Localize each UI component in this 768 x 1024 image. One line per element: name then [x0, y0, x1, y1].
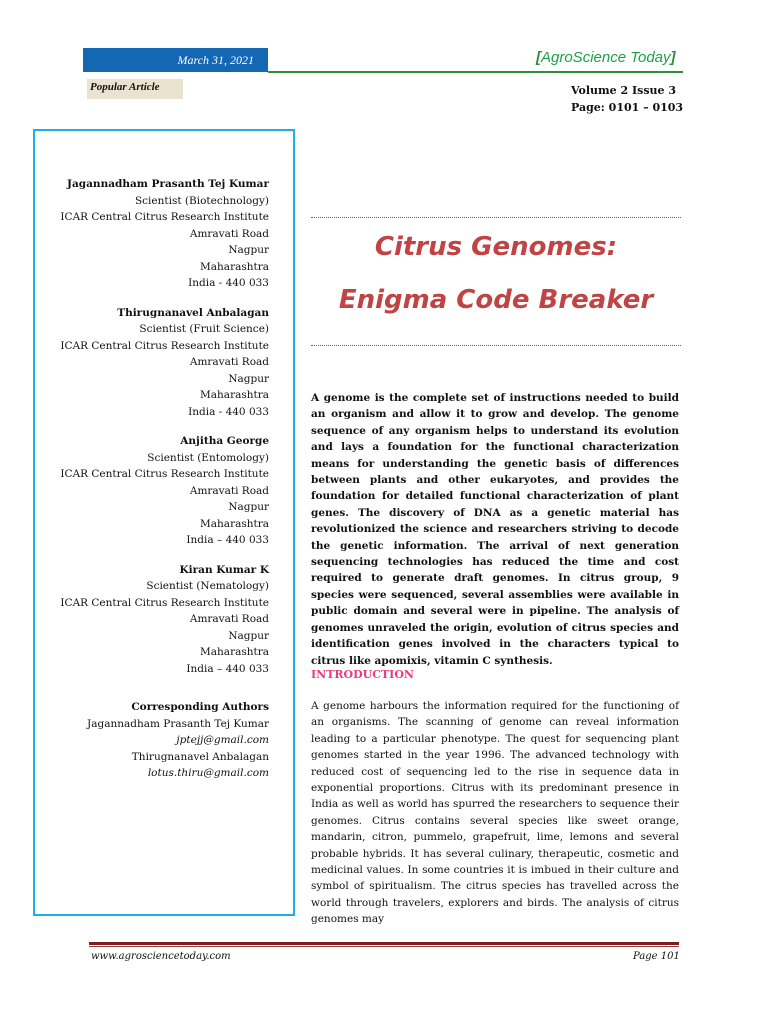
author-institute: ICAR Central Citrus Research Institute — [60, 596, 269, 609]
footer-page-number: Page 101 — [633, 951, 680, 962]
footer-rule-thin — [89, 946, 679, 947]
author-state: Maharashtra — [200, 646, 269, 658]
author-name: Anjitha George — [180, 435, 269, 447]
author-entry — [40, 305, 269, 421]
corresponding-title: Corresponding Authors — [131, 701, 269, 713]
author-city: Nagpur — [228, 501, 269, 513]
title-divider-bottom — [311, 345, 681, 346]
abstract-text: A genome is the complete set of instructions needed to build an organism and allow it to grow and develop. The genome sequence of any organism helps to understand its evolution and lays a foundation for the functional characterization means for understanding the genetic basis of differences between plants and other eukaryotes, and provides the foundation for detailed functional characterization of plant genes. The discovery of DNA as a genetic material has revolutionized the science and researchers striving to decode the genetic information. The arrival of next generation sequencing technologies has reduced the time and cost required to generate draft genomes. In citrus group, 9 species were sequenced, several assemblies were available in public domain and several were in pipeline. The analysis of genomes unraveled the origin, evolution of citrus species and identification genes involved in the characters typical to citrus like apomixis, vitamin C synthesis. — [311, 392, 679, 667]
corresponding-email[interactable]: jptejj@gmail.com — [176, 734, 269, 746]
author-state: Maharashtra — [200, 260, 269, 273]
journal-name: AgroScience Today — [541, 49, 671, 66]
corresponding-name: Jagannadham Prasanth Tej Kumar — [87, 717, 269, 730]
header-rule — [268, 71, 683, 73]
author-designation: Scientist (Nematology) — [146, 580, 269, 592]
author-institute: ICAR Central Citrus Research Institute — [60, 468, 269, 480]
author-address: Amravati Road — [189, 227, 269, 240]
footer-website-link[interactable]: www.agrosciencetoday.com — [91, 951, 231, 962]
author-country: India – 440 033 — [186, 662, 269, 675]
author-name: Thirugnanavel Anbalagan — [117, 306, 269, 319]
introduction-heading: INTRODUCTION — [311, 668, 414, 681]
article-title-line1: Citrus Genomes: — [374, 232, 618, 262]
author-name: Kiran Kumar K — [179, 563, 269, 576]
article-title-line2: Enigma Code Breaker — [338, 285, 654, 315]
page-range: Page: 0101 – 0103 — [571, 101, 684, 114]
date-bar — [83, 48, 268, 72]
author-entry — [40, 433, 269, 549]
author-city: Nagpur — [228, 244, 269, 256]
introduction-text: A genome harbours the information required for the functioning of an organisms. The scanning of genome can reveal information leading to a particular phenotype. The quest for sequencing plant genomes started in the year 1996. The advanced technology with reduced cost of sequencing led to the rise in sequence data in exponential proportions. Citrus with its predominant presence in India as well as world has spurred the researchers to sequence their genomes. Citrus contains several species like sweet orange, mandarin, citron, pummelo, grapefruit, lime, lemons and several probable hybrids. It has several culinary, therapeutic, cosmetic and medicinal values. In some countries it is imbued in their culture and symbol of spiritualism. The citrus species has travelled across the world through travelers, explorers and birds. The analysis of citrus genomes may — [311, 700, 679, 926]
author-name: Jagannadham Prasanth Tej Kumar — [67, 178, 269, 190]
journal-brand: [AgroScience Today] — [536, 49, 676, 66]
article-category-badge — [87, 79, 183, 99]
author-country: India - 440 033 — [188, 277, 269, 289]
author-institute: ICAR Central Citrus Research Institute — [60, 339, 269, 352]
author-entry — [40, 562, 269, 678]
author-entry — [40, 176, 269, 292]
author-state: Maharashtra — [200, 517, 269, 530]
author-designation: Scientist (Biotechnology) — [134, 194, 269, 207]
author-country: India – 440 033 — [186, 534, 269, 546]
author-address: Amravati Road — [189, 613, 269, 625]
corresponding-email[interactable]: lotus.thiru@gmail.com — [147, 767, 269, 779]
article-category: Popular Article — [90, 81, 160, 93]
footer-rule — [89, 942, 679, 945]
author-country: India - 440 033 — [188, 405, 269, 418]
author-institute: ICAR Central Citrus Research Institute — [60, 211, 269, 223]
corresponding-name: Thirugnanavel Anbalagan — [131, 750, 269, 763]
author-designation: Scientist (Entomology) — [147, 451, 269, 464]
author-city: Nagpur — [228, 629, 269, 642]
volume-issue: Volume 2 Issue 3 — [571, 84, 676, 97]
corresponding-authors — [40, 699, 269, 782]
author-address: Amravati Road — [189, 484, 269, 497]
author-list — [40, 176, 269, 782]
author-city: Nagpur — [228, 372, 269, 385]
author-designation: Scientist (Fruit Science) — [139, 323, 269, 335]
author-state: Maharashtra — [200, 389, 269, 401]
author-address: Amravati Road — [189, 356, 269, 368]
title-divider-top — [311, 217, 681, 218]
volume-info — [571, 82, 683, 116]
publication-date: March 31, 2021 — [177, 53, 254, 67]
